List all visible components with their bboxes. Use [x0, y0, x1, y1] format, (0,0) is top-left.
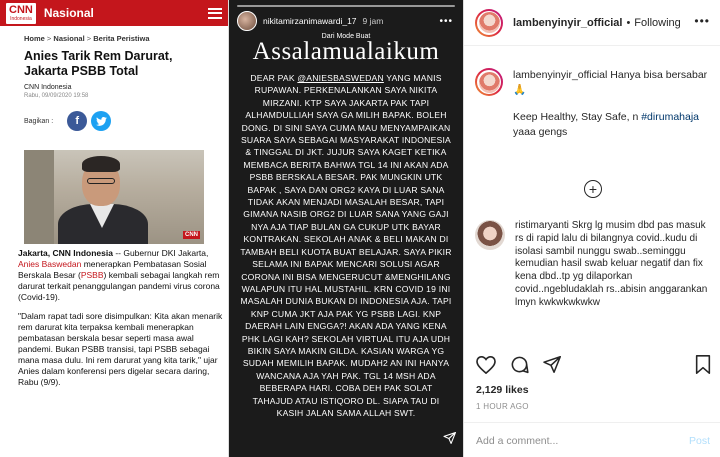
- post-comment-button[interactable]: Post: [688, 435, 710, 447]
- caption-text-line1: Hanya bisa bersabar 🙏: [513, 69, 708, 96]
- dateline: Jakarta, CNN Indonesia: [18, 248, 113, 258]
- breadcrumb: [0, 26, 228, 43]
- story-more-icon[interactable]: •••: [439, 16, 453, 27]
- post-header: [464, 0, 720, 46]
- story-username[interactable]: nikitamirzanimawardi_17: [263, 16, 357, 26]
- cnn-logo[interactable]: [6, 3, 36, 24]
- story-mention-link[interactable]: @ANIESBASWEDAN: [297, 73, 384, 83]
- twitter-share-icon[interactable]: [91, 111, 111, 131]
- breadcrumb-separator: >: [44, 34, 54, 43]
- post-avatar[interactable]: [475, 9, 503, 37]
- share-icon[interactable]: [443, 432, 457, 447]
- breadcrumb-home[interactable]: Home: [24, 34, 45, 43]
- load-more-comments-button[interactable]: +: [584, 180, 602, 198]
- article-paragraph-2: "Dalam rapat tadi sore disimpulkan: Kita akan menarik rem darurat kita terpaksa kembali menerapkan pembatasan berskala besar seperti masa awal pandemi. Bukan PSBB transisi, tapi PSBB sebagai mana masa dulu. Ini rem darurat yang kita tarik," ujar Anies dalam konferensi pers digelar secara daring, Rabu (9/9).: [18, 311, 223, 387]
- psbb-link[interactable]: PSBB: [80, 270, 104, 280]
- post-more-icon[interactable]: •••: [694, 14, 710, 28]
- breadcrumb-nasional[interactable]: Nasional: [53, 34, 85, 43]
- share-icon[interactable]: [543, 356, 562, 378]
- paragraph-text: menerapkan Pembatasan Sosial Berskala Besar (: [18, 259, 207, 280]
- caption-username[interactable]: lambenyinyir_official: [513, 69, 608, 81]
- cnn-article-panel: [0, 0, 229, 457]
- comment-input[interactable]: Add a comment...: [476, 435, 559, 447]
- caption-avatar[interactable]: [475, 68, 503, 96]
- anies-link[interactable]: Anies Baswedan: [18, 259, 82, 269]
- instagram-post-panel: [463, 0, 720, 457]
- story-progress-bar: [237, 5, 455, 7]
- paragraph-text: -- Gubernur DKI Jakarta,: [112, 248, 209, 258]
- article-date: Rabu, 09/09/2020 19:58: [24, 93, 89, 99]
- photo-cnn-watermark: CNN: [185, 232, 198, 238]
- instagram-story-panel[interactable]: [229, 0, 463, 457]
- post-caption: [475, 68, 715, 140]
- story-header: [237, 11, 383, 31]
- cnn-logo-text: CNN: [9, 3, 33, 16]
- share-row: [0, 99, 228, 131]
- caption-text-line2-end: yaaa gengs: [513, 126, 568, 138]
- article-source: CNN Indonesia: [24, 84, 72, 91]
- breadcrumb-berita-peristiwa[interactable]: Berita Peristiwa: [93, 34, 150, 43]
- cnn-section-title[interactable]: Nasional: [43, 6, 94, 20]
- story-text-part: YANG MANIS RUPAWAN. PERKENALANKAN SAYA NIKITA MIRZANI. KTP SAYA JAKARTA PAK TAPI ALHAMDULLIAH SAYA GA MILIH BAPAK. BOLEH DONG. DI SINI SAYA CUMA MAU MENYAMPAIKAN SUARA SAYA SEBAGAI MASYARAKAT INDONESIA & TINGGAL DI JKT. JUJUR SAYA KAGET KETIKA MEMBACA BERITA BAHWA TGL 14 INI AKAN ADA PSBB BERSKALA BESAR. PAK MUNGKIN UTK BAPAK , SAYA DAN ORG2 KAYA DI LUAR SANA TIDAK AKAN MENJADI MASALAH BESAR, TAPI GIMANA NASIB ORG2 DI LUAR SANA YANG GAJI NYA AJA TIAP BULAN GA CUKUP UTK BAYAR KONTRAKAN. SEKOLAH ANAK & BELI MAKAN DI TAMBAH BELI KUOTA BUAT BELAJAR. SAYA PIKIR SELAMA INI BAPAK MENCARI SOLUSI AGAR CORONA INI BISA MENGERUCUT &MENGHILANG WALAPUN ITU HAL MUSTAHIL. KRN COVID 19 INI MASALAH DUNIA BUKAN DI INDONESIA AJA. TAPI KNP CUMA JKT AJA PAK YG PSBB LAGI. KNP DAERAH LAIN ENGGA?! AKAN ADA YANG KENA PHK LAGI KAH? SEKOLAH VIRTUAL ITU AJA UDH BIKIN SAYA MAKIN GILDA. KASIAN WARGA YG SUDAH MEMILIH BAPAK. MUDAH2 AN INI HANYA WANCANA AJA YAH PAK. TGL 14 MSH ADA BEBERAPA HARI. COBA DEH PAK SOLAT TAHAJUD ATAU ISTIQORO DL. SIAPA TAU DI KASIH JALAN SAMA ALLAH SWT.: [240, 73, 452, 418]
- story-text: [239, 72, 453, 419]
- cnn-header-bar: [0, 0, 228, 26]
- article-paragraph-1: [18, 248, 223, 303]
- bookmark-icon[interactable]: [695, 355, 711, 379]
- likes-count[interactable]: 2,129 likes: [476, 384, 529, 396]
- comment-text: Skrg lg musim dbd pas masuk rs di rapid lalu di bilangnya covid..kudu di isolasi sambil nunggu swab..seminggu kemudian hasil swab keluar negatif dan fix kena dbd..tp yg dilaporkan covid..ngebludaklah rs..abisin anggarankan lmyn kwkwkwkwkw: [515, 220, 708, 308]
- article-photo: [24, 150, 204, 244]
- separator-dot: •: [626, 16, 631, 29]
- article-headline: Anies Tarik Rem Darurat, Jakarta PSBB Total: [24, 49, 173, 78]
- following-button[interactable]: Following: [634, 16, 681, 29]
- breadcrumb-separator: >: [84, 34, 94, 43]
- hashtag-link[interactable]: #dirumahaja: [641, 111, 700, 123]
- caption-text-line2: Keep Healthy, Stay Safe, n: [513, 111, 642, 123]
- story-mode-label: Dari Mode Buat: [321, 33, 371, 40]
- share-label: Bagikan :: [24, 117, 54, 125]
- post-time: 1 HOUR AGO: [476, 402, 529, 411]
- paragraph-text: ) kembali sebagai langkah rem darurat terkait penanggulangan pandemi virus corona (Covid-19).: [18, 270, 220, 302]
- article-body: [18, 248, 223, 396]
- story-text-part: DEAR PAK: [250, 73, 298, 83]
- story-title: Assalamualaikum: [252, 38, 440, 65]
- hamburger-menu-icon[interactable]: [208, 8, 222, 19]
- comment-username[interactable]: ristimaryanti: [515, 220, 569, 231]
- comment-item: [475, 220, 715, 310]
- story-time: 9 jam: [362, 16, 384, 26]
- comment-avatar[interactable]: [475, 220, 505, 250]
- cnn-logo-sub: Indonesia: [10, 15, 32, 22]
- post-username[interactable]: lambenyinyir_official: [513, 16, 623, 29]
- comment-icon[interactable]: [510, 355, 529, 379]
- heart-icon[interactable]: [476, 356, 496, 379]
- story-avatar[interactable]: [237, 11, 257, 31]
- divider: [464, 422, 720, 423]
- post-action-bar: [476, 356, 711, 378]
- facebook-share-icon[interactable]: f: [67, 111, 87, 131]
